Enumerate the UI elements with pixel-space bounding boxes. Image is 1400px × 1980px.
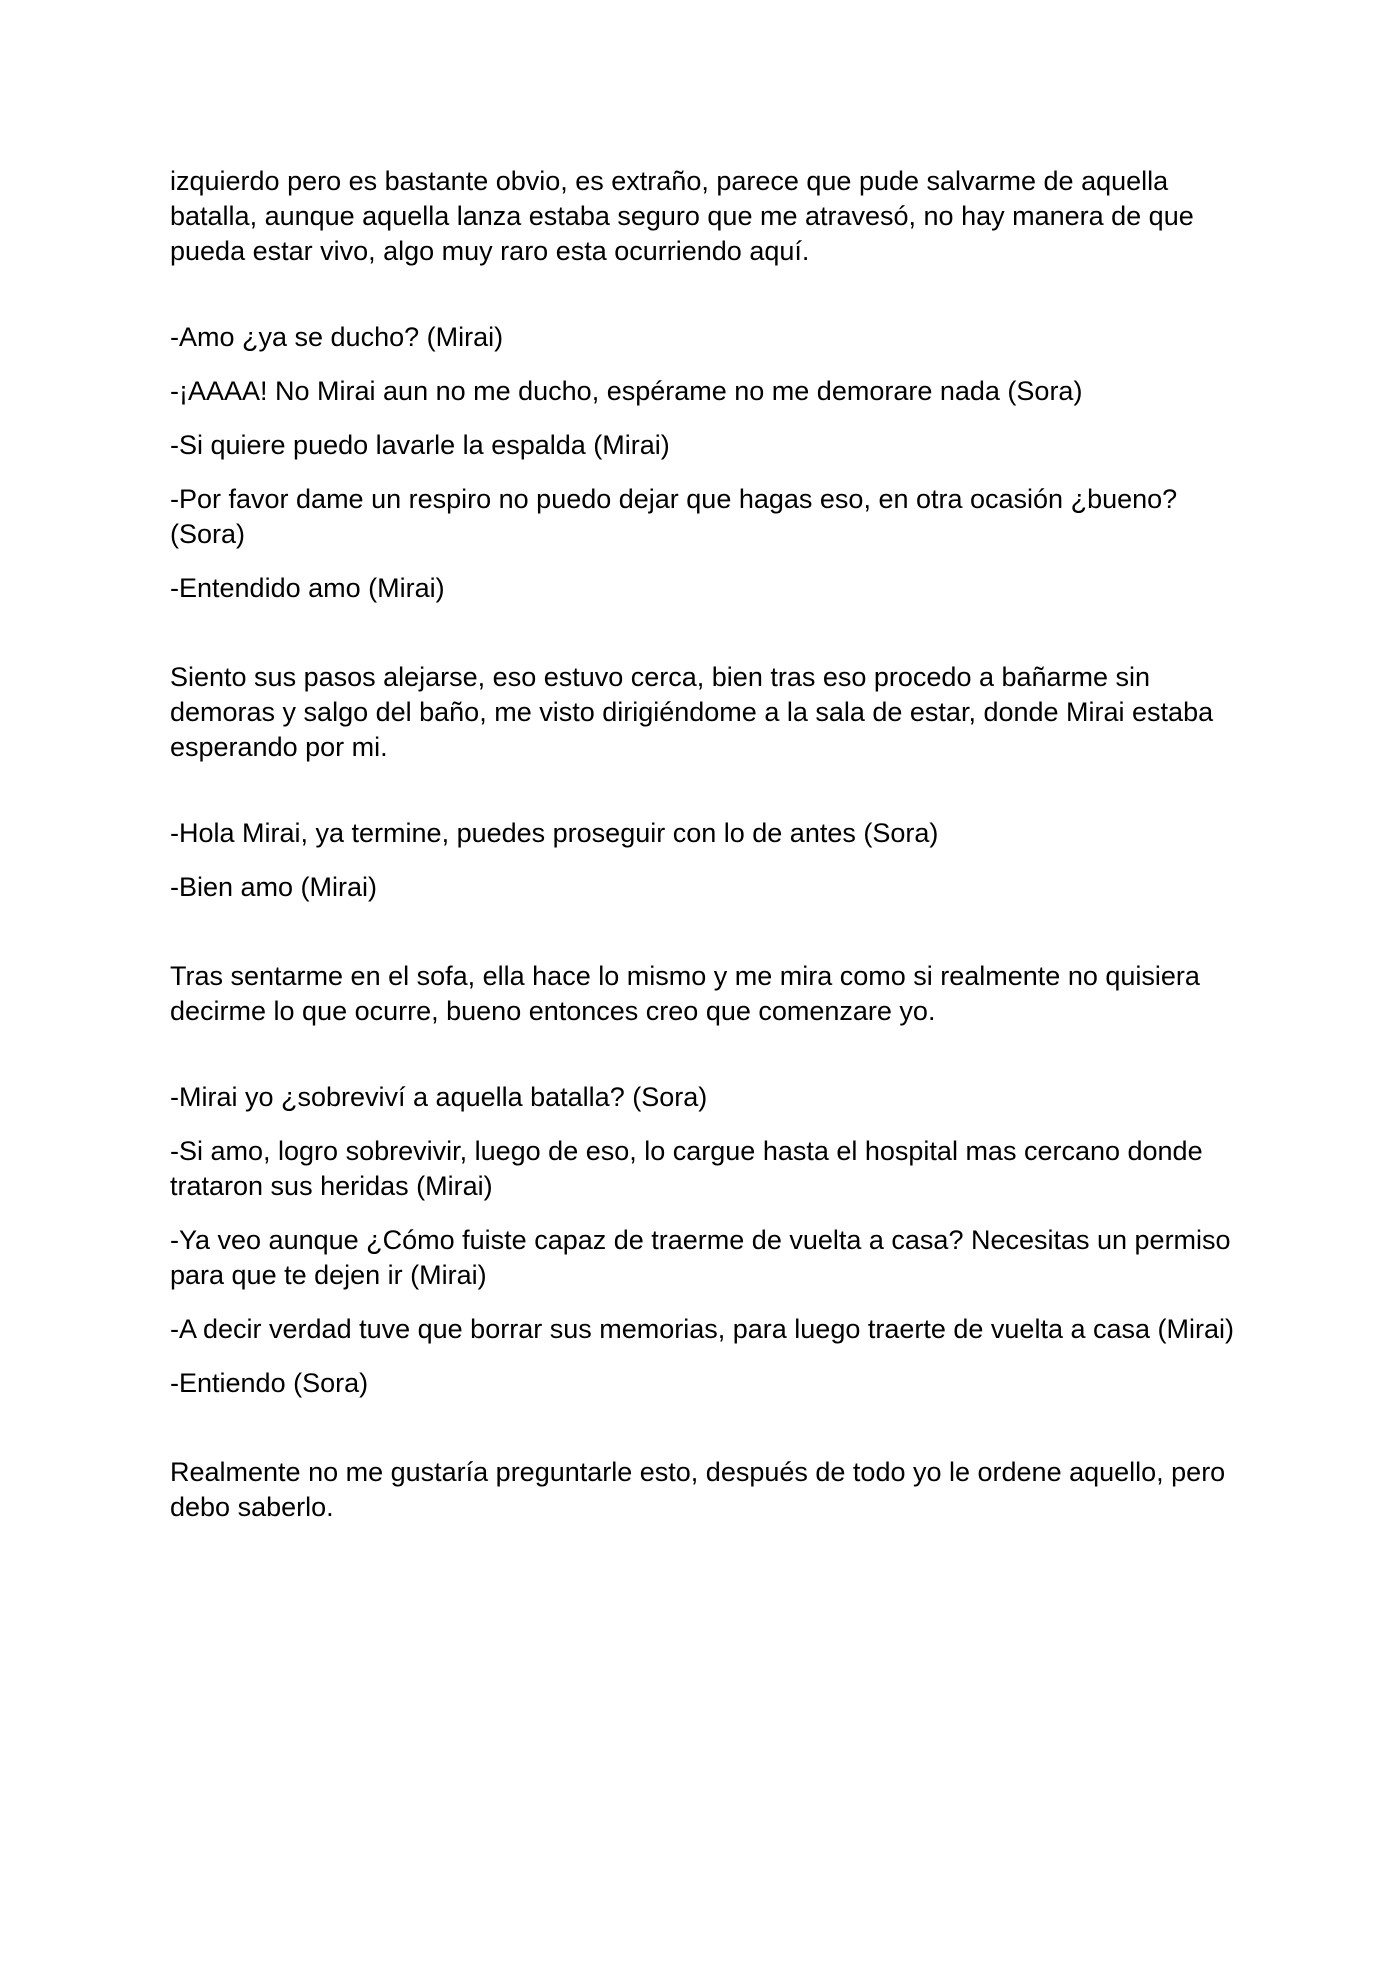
dialogue-line: -Si quiere puedo lavarle la espalda (Mirai) xyxy=(170,430,670,460)
narration-paragraph: Realmente no me gustaría preguntarle esto, después de todo yo le ordene aquello, pero debo saberlo. xyxy=(170,1457,1226,1522)
section-gap xyxy=(170,304,1245,320)
dialogue-line: -Si amo, logro sobrevivir, luego de eso, lo cargue hasta el hospital mas cercano donde trataron sus heridas (Mirai) xyxy=(170,1136,1203,1201)
section-gap xyxy=(170,1064,1245,1080)
section-gap xyxy=(170,1420,1245,1455)
dialogue-line: -Bien amo (Mirai) xyxy=(170,872,378,902)
narration-paragraph: Tras sentarme en el sofa, ella hace lo mismo y me mira como si realmente no quisiera decirme lo que ocurre, bueno entonces creo que comenzare yo. xyxy=(170,961,1200,1026)
dialogue-line: -Entiendo (Sora) xyxy=(170,1368,369,1398)
narration-paragraph: izquierdo pero es bastante obvio, es extraño, parece que pude salvarme de aquella batalla, aunque aquella lanza estaba seguro que me atravesó, no hay manera de que pueda estar vivo, algo muy raro esta ocurriendo aquí. xyxy=(170,166,1194,266)
dialogue-line: -¡AAAA! No Mirai aun no me ducho, espérame no me demorare nada (Sora) xyxy=(170,376,1083,406)
dialogue-line: -Amo ¿ya se ducho? (Mirai) xyxy=(170,322,504,352)
section-gap xyxy=(170,924,1245,959)
narration-paragraph: Siento sus pasos alejarse, eso estuvo cerca, bien tras eso procedo a bañarme sin demoras y salgo del baño, me visto dirigiéndome a la sala de estar, donde Mirai estaba esperando por mi. xyxy=(170,662,1214,762)
dialogue-line: -Por favor dame un respiro no puedo dejar que hagas eso, en otra ocasión ¿bueno? (Sora) xyxy=(170,484,1178,549)
dialogue-line: -Ya veo aunque ¿Cómo fuiste capaz de traerme de vuelta a casa? Necesitas un permiso para que te dejen ir (Mirai) xyxy=(170,1225,1231,1290)
document-body xyxy=(170,164,1245,1560)
dialogue-line: -Mirai yo ¿sobreviví a aquella batalla? (Sora) xyxy=(170,1082,708,1112)
dialogue-line: -Hola Mirai, ya termine, puedes proseguir con lo de antes (Sora) xyxy=(170,818,939,848)
section-gap xyxy=(170,625,1245,660)
section-gap xyxy=(170,800,1245,816)
dialogue-line: -A decir verdad tuve que borrar sus memorias, para luego traerte de vuelta a casa (Mirai) xyxy=(170,1314,1234,1344)
dialogue-line: -Entendido amo (Mirai) xyxy=(170,573,445,603)
